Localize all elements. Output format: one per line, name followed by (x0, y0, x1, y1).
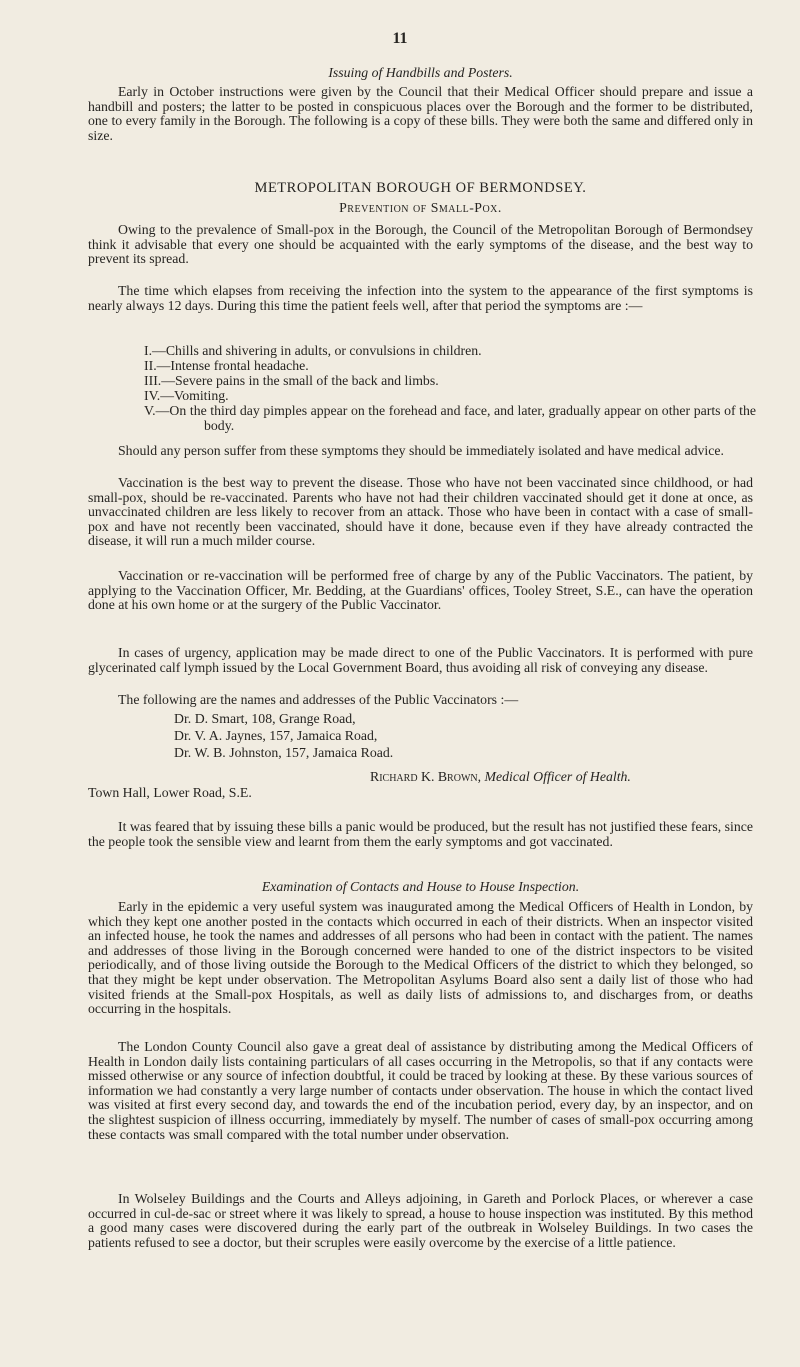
bill-paragraph-2: The time which elapses from receiving the infection into the system to the appearance of the first symptoms is nearly always 12 days. During this time the patient feels well, after that period the symptoms are :— (88, 283, 753, 313)
bill-paragraph-4: Vaccination is the best way to prevent the disease. Those who have not been vaccinated since childhood, or had small-pox, should be re-vaccinated. Parents who have not had their children vaccinated should get it done at once, as unvaccinated children are less likely to recover from an attack. Those who have been in contact with a case of small-pox and have not recently been vaccinated, should have it done, because even if they have already contracted the disease, it will run a much milder course. (88, 475, 753, 549)
bill-paragraph-6: In cases of urgency, application may be made direct to one of the Public Vaccinators. It is performed with pure glycerinated calf lymph issued by the Local Government Board, thus avoiding all risk of conveying any disease. (88, 645, 753, 675)
symptom-item: II.—Intense frontal headache. (144, 358, 309, 373)
page-number: 11 (392, 30, 408, 47)
symptom-item: III.—Severe pains in the small of the back and limbs. (144, 373, 439, 388)
contacts-paragraph-1: Early in the epidemic a very useful system was inaugurated among the Medical Officers of Health in London, by which they kept one another posted in the contacts which occurred in each of their districts. When an inspector visited an infected house, he took the names and addresses of all persons who had been in contact with the patient. The names and addresses of those living in the Borough concerned were handed to one of the district inspectors to be visited periodically, and of those living outside the Borough to the Medical Officers of the district to which they belonged, so that they might be kept under observation. The Metropolitan Asylums Board also sent a daily list of those who had visited friends at the Small-pox Hospitals, as well as daily lists of admissions to, and discharges from, or deaths occurring in the hospitals. (88, 899, 753, 1017)
bill-paragraph-1: Owing to the prevalence of Small-pox in the Borough, the Council of the Metropolitan Borough of Bermondsey think it advisable that every one should be acquainted with the early symptoms of the disease, and the best way to prevent its spread. (88, 222, 753, 267)
bill-paragraph-3: Should any person suffer from these symptoms they should be immediately isolated and have medical advice. (118, 443, 724, 458)
bill-subtitle: Prevention of Small-Pox. (339, 200, 502, 215)
signature-title: Medical Officer of Health. (484, 769, 631, 784)
bill-paragraph-7: The following are the names and addresses of the Public Vaccinators :— (118, 692, 519, 707)
vaccinator-address: Dr. D. Smart, 108, Grange Road, (174, 711, 356, 726)
contacts-paragraph-2: The London County Council also gave a great deal of assistance by distributing among the Medical Officers of Health in London daily lists containing particulars of all cases occurring in the Metropolis, so that if any contacts were missed otherwise or any source of infection doubtful, it could be traced by looking at these. By these various sources of information we had constantly a very large number of contacts under observation. The house in which the contact lived was visited at first every second day, and towards the end of the incubation period, every day, by an inspector, and on the slightest suspicion of illness occurring, immediately by myself. The number of cases of small-pox occurring among these contacts was small compared with the total number under observation. (88, 1039, 753, 1142)
vaccinator-address: Dr. V. A. Jaynes, 157, Jamaica Road, (174, 728, 378, 743)
section-heading-handbills: Issuing of Handbills and Posters. (328, 65, 513, 80)
vaccinator-address: Dr. W. B. Johnston, 157, Jamaica Road. (174, 745, 394, 760)
bill-paragraph-5: Vaccination or re-vaccination will be performed free of charge by any of the Public Vaccinators. The patient, by applying to the Vaccination Officer, Mr. Bedding, at the Guardians' offices, Tooley Street, S.E., can have the operation done at his own home or at the surgery of the Public Vaccinator. (88, 568, 753, 613)
symptom-item: I.—Chills and shivering in adults, or convulsions in children. (144, 343, 482, 358)
signature (370, 770, 753, 785)
town-hall-address: Town Hall, Lower Road, S.E. (88, 785, 252, 800)
symptom-item: IV.—Vomiting. (144, 388, 229, 403)
bill-title: METROPOLITAN BOROUGH OF BERMONDSEY. (254, 180, 587, 196)
section-heading-contacts: Examination of Contacts and House to House Inspection. (261, 879, 580, 894)
contacts-paragraph-3: In Wolseley Buildings and the Courts and Alleys adjoining, in Gareth and Porlock Places, or wherever a case occurred in cul-de-sac or street where it was likely to spread, a house to house inspection was instituted. By this method a good many cases were discovered during the early part of the outbreak in Wolseley Buildings. In two cases the patients refused to see a doctor, but their scruples were easily overcome by the exercise of a little patience. (88, 1191, 753, 1250)
after-bill-paragraph: It was feared that by issuing these bills a panic would be produced, but the result has not justified these fears, since the people took the sensible view and learnt from them the early symptoms and got vaccinated. (88, 819, 753, 849)
signature-name: Richard K. Brown, (370, 769, 482, 784)
symptom-item: V.—On the third day pimples appear on the forehead and face, and later, gradually appear on other parts of the body. (144, 403, 756, 433)
intro-paragraph: Early in October instructions were given by the Council that their Medical Officer should prepare and issue a handbill and posters; the latter to be posted in conspicuous places over the Borough and the former to be distributed, one to every family in the Borough. The following is a copy of these bills. They were both the same and differed only in size. (88, 84, 753, 143)
